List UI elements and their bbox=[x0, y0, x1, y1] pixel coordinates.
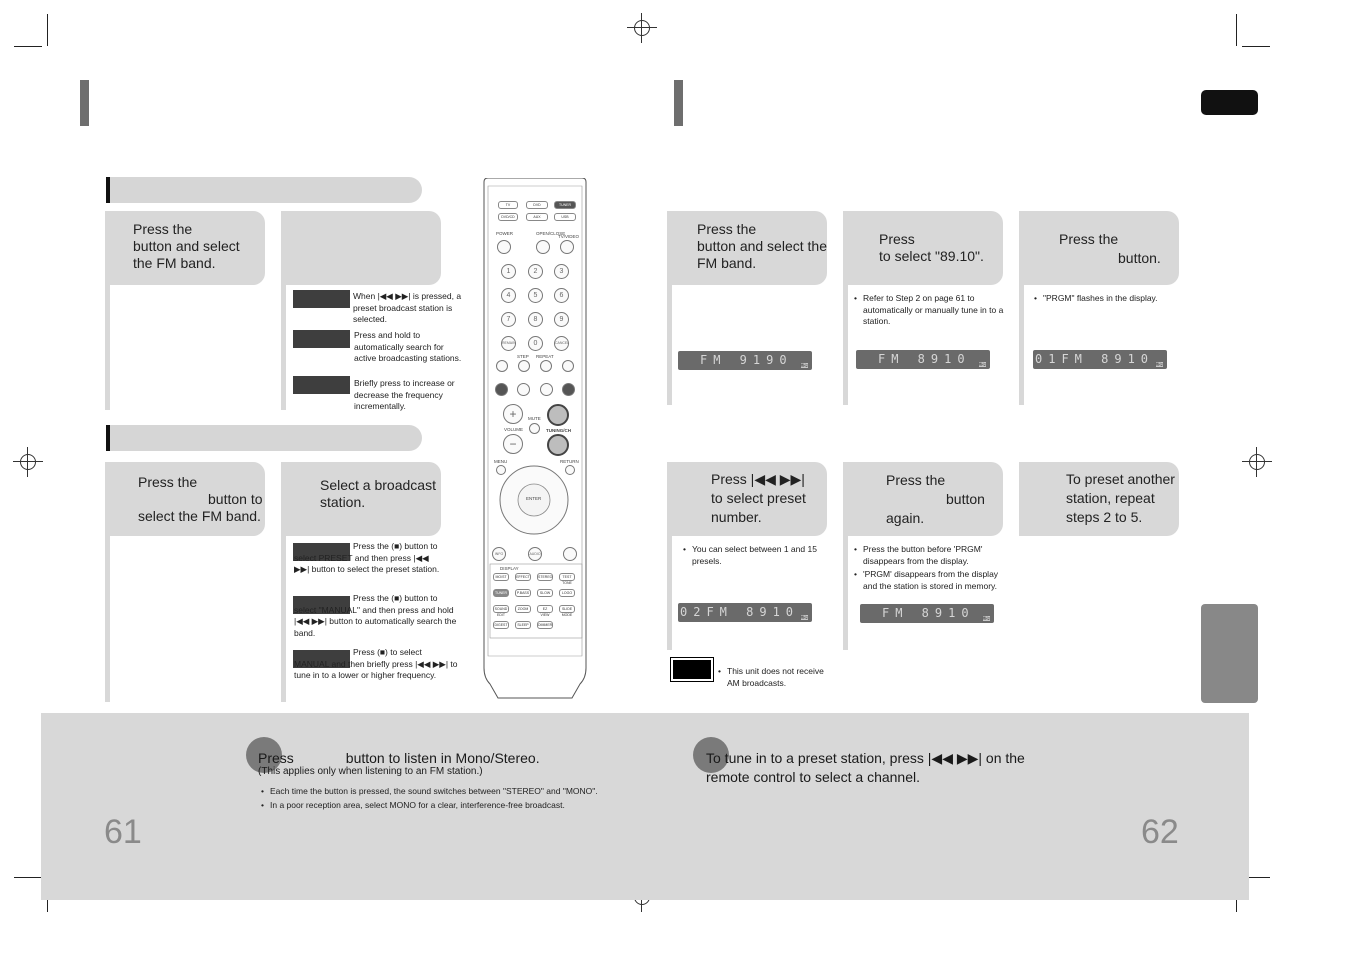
step-text: button and select bbox=[133, 238, 240, 254]
remote-label-power: POWER bbox=[496, 231, 514, 236]
lcd-display: FM 9190 MHz bbox=[678, 351, 812, 370]
remote-label-tv-video: TV/VIDEO bbox=[558, 234, 580, 239]
p-bass-button[interactable]: P.BASS bbox=[516, 591, 530, 595]
registration-mark-icon bbox=[1242, 447, 1272, 477]
lcd-display: 02FM 8910 MHz bbox=[678, 603, 812, 622]
volume-down-button[interactable]: − bbox=[503, 434, 523, 454]
note-badge bbox=[671, 658, 713, 681]
skip-back-button[interactable] bbox=[496, 360, 508, 372]
ez-view-button[interactable]: EZ VIEW bbox=[537, 605, 553, 613]
step-column bbox=[667, 285, 672, 405]
sleep-button[interactable]: SLEEP bbox=[515, 621, 531, 629]
lcd-text: FM 8910 bbox=[878, 352, 971, 366]
volume-up-button[interactable]: + bbox=[503, 404, 523, 424]
remote-button-aux[interactable]: AUX bbox=[526, 213, 548, 221]
digit-button[interactable]: 1 bbox=[501, 264, 516, 279]
step-text: Press the bbox=[133, 221, 193, 237]
remain-button[interactable]: REMAIN bbox=[501, 336, 516, 351]
info-button[interactable]: INFO bbox=[492, 547, 506, 561]
page-number: 62 bbox=[1141, 813, 1179, 851]
remote-label-repeat: REPEAT bbox=[536, 354, 554, 359]
remote-label-open-close: OPEN/CLOSE bbox=[536, 231, 566, 236]
remote-label-menu: MENU bbox=[494, 459, 508, 464]
digit-button[interactable]: 5 bbox=[528, 288, 543, 303]
remote-label-display: DISPLAY bbox=[500, 566, 519, 571]
lcd-display: FM 8910 MHz bbox=[856, 350, 990, 369]
right-title-bar bbox=[674, 80, 683, 126]
crop-mark bbox=[14, 877, 42, 878]
tip-heading: To tune in to a preset station, press |◀◀ ▶▶| on the bbox=[706, 750, 1025, 766]
dimmer-button[interactable]: DIMMER bbox=[538, 623, 553, 627]
test-tone-button[interactable]: TEST TONE bbox=[559, 573, 575, 581]
slide-mode-button[interactable]: SLIDE MODE bbox=[559, 605, 575, 613]
note-text: • 'PRGM' disappears from the display and the station is stored in memory. bbox=[854, 569, 1014, 592]
step-card bbox=[105, 211, 265, 285]
lcd-text: FM 9190 bbox=[700, 353, 793, 367]
step-card bbox=[667, 462, 827, 536]
stop-button[interactable] bbox=[517, 383, 530, 396]
left-title-bar bbox=[80, 80, 89, 126]
step-card bbox=[281, 462, 441, 536]
step-text: Select a broadcast bbox=[320, 477, 436, 493]
remote-label-step: STEP bbox=[517, 354, 529, 359]
remote-control bbox=[480, 178, 590, 700]
audio-button[interactable]: AUDIO bbox=[528, 547, 542, 561]
digit-button[interactable]: 8 bbox=[528, 312, 543, 327]
step-column bbox=[1019, 285, 1024, 405]
step-text: to select "89.10". bbox=[879, 248, 984, 264]
remote-label-tuning: TUNING/CH bbox=[546, 428, 571, 433]
cancel-button[interactable]: CANCEL bbox=[554, 336, 569, 351]
step-text: Press the bbox=[886, 472, 946, 488]
step-text: Press the bbox=[1059, 231, 1119, 247]
step-text: again. bbox=[886, 510, 925, 526]
play-pause-button[interactable] bbox=[540, 383, 553, 396]
note-text: • Refer to Step 2 on page 61 to automatically or manually tune in to a station. bbox=[854, 293, 1004, 328]
open-close-button[interactable] bbox=[536, 240, 550, 254]
remote-label-volume: VOLUME bbox=[504, 427, 524, 432]
registration-mark-icon bbox=[13, 447, 43, 477]
menu-button[interactable] bbox=[496, 465, 506, 475]
remote-label-return: RETURN bbox=[560, 459, 579, 464]
tuning-down-button[interactable] bbox=[547, 434, 569, 456]
slow-button[interactable]: SLOW bbox=[537, 589, 553, 597]
step-text: Press |◀◀ ▶▶| bbox=[711, 471, 805, 487]
skip-forward-button[interactable] bbox=[562, 360, 574, 372]
sound-edit-button[interactable]: SOUND EDIT bbox=[494, 607, 508, 617]
tip-band bbox=[41, 713, 1249, 900]
tv-video-button[interactable] bbox=[560, 240, 574, 254]
remote-button-usb[interactable]: USB bbox=[554, 213, 576, 221]
lcd-text: 02FM 8910 bbox=[680, 605, 800, 619]
tip-heading-part: Press bbox=[258, 750, 294, 766]
step-card bbox=[105, 462, 265, 536]
side-index-tab bbox=[1201, 604, 1258, 703]
step-button[interactable] bbox=[518, 360, 530, 372]
step-card bbox=[1019, 211, 1179, 285]
remote-label-mute: MUTE bbox=[528, 416, 541, 421]
tip-heading: remote control to select a channel. bbox=[706, 769, 921, 785]
tip-heading bbox=[258, 750, 540, 766]
mode-label-block bbox=[293, 376, 350, 394]
lcd-text: 01FM 8910 bbox=[1035, 352, 1155, 366]
note-text: Press the (■) button to select PRESET and then press |◀◀ ▶▶| button to select the preset station. bbox=[294, 541, 440, 574]
step-text: FM band. bbox=[697, 255, 757, 271]
lcd-display: 01FM 8910 MHz bbox=[1033, 350, 1167, 369]
step-text: station, repeat bbox=[1066, 490, 1155, 506]
crop-mark bbox=[1242, 46, 1270, 47]
return-button[interactable] bbox=[565, 465, 575, 475]
step-column bbox=[281, 285, 286, 410]
step-text: Press the bbox=[138, 474, 198, 490]
note-text: • You can select between 1 and 15 presels. bbox=[683, 544, 823, 567]
mode-label-block bbox=[293, 330, 350, 348]
step-text: button and select the bbox=[697, 238, 827, 254]
step-text: station. bbox=[320, 494, 366, 510]
step-text: select the FM band. bbox=[138, 508, 261, 524]
tip-heading-part: button to listen in Mono/Stereo. bbox=[345, 750, 540, 766]
digit-button[interactable]: 3 bbox=[554, 264, 569, 279]
remote-button-tv[interactable]: TV bbox=[498, 201, 518, 209]
note-text: Press and hold to automatically search for active broadcasting stations. bbox=[354, 330, 462, 363]
digit-button[interactable]: 7 bbox=[501, 312, 516, 327]
note-text: • "PRGM" flashes in the display. bbox=[1034, 293, 1184, 305]
digest-button[interactable]: DIGEST bbox=[494, 623, 508, 627]
step-text: button to bbox=[208, 491, 263, 507]
section-header-bar bbox=[106, 425, 422, 451]
zoom-button[interactable]: ZOOM bbox=[515, 605, 531, 613]
step-card bbox=[281, 211, 441, 285]
crop-mark bbox=[47, 14, 48, 46]
crop-mark bbox=[1236, 14, 1237, 46]
next-track-button[interactable] bbox=[562, 383, 575, 396]
step-card bbox=[1019, 462, 1179, 536]
tuner-memory-button[interactable]: TUNER MEMORY bbox=[494, 591, 510, 601]
step-text: to select preset bbox=[711, 490, 806, 506]
step-text: button. bbox=[1118, 250, 1161, 266]
step-column bbox=[281, 536, 286, 702]
am-note-text: • This unit does not receive AM broadcasts. bbox=[718, 666, 838, 689]
step-column bbox=[105, 536, 110, 702]
step-text: number. bbox=[711, 509, 762, 525]
step-text: Press the bbox=[697, 221, 757, 237]
step-text: steps 2 to 5. bbox=[1066, 509, 1143, 525]
digit-button[interactable]: 9 bbox=[554, 312, 569, 327]
section-header-bar bbox=[106, 177, 422, 203]
tip-bullet: • In a poor reception area, select MONO for a clear, interference-free broadcast. bbox=[261, 800, 641, 812]
digit-button[interactable]: 4 bbox=[501, 288, 516, 303]
repeat-button[interactable] bbox=[540, 360, 552, 372]
step-card bbox=[843, 462, 1003, 536]
note-text: • Press the button before 'PRGM' disappears from the display. bbox=[854, 544, 1014, 567]
remote-button-dvd[interactable]: DVD bbox=[526, 201, 548, 209]
tuning-up-button[interactable] bbox=[547, 404, 569, 426]
digit-button[interactable]: 6 bbox=[554, 288, 569, 303]
previous-track-button[interactable] bbox=[495, 383, 508, 396]
note-text: When |◀◀ ▶▶| is pressed, a preset broadcast station is selected. bbox=[353, 291, 462, 324]
power-button[interactable] bbox=[497, 240, 511, 254]
note-text: Press (■) to select MANUAL and then briefly press |◀◀ ▶▶| to tune in to a lower or higher frequency. bbox=[294, 647, 458, 680]
mo-st-button[interactable]: MO/ST bbox=[493, 573, 509, 581]
stereo-button[interactable]: STEREO bbox=[538, 575, 553, 579]
step-card bbox=[843, 211, 1003, 285]
remote-button-dvd-cd[interactable]: DVD/CD bbox=[498, 213, 518, 221]
tip-subheading: (This applies only when listening to an FM station.) bbox=[258, 766, 483, 777]
step-card bbox=[667, 211, 827, 285]
mode-label-block bbox=[293, 290, 350, 308]
remote-button-tuner[interactable]: TUNER bbox=[554, 201, 576, 209]
lcd-display: FM 8910 MHz bbox=[860, 604, 994, 623]
step-text: To preset another bbox=[1066, 471, 1175, 487]
page-number: 61 bbox=[104, 813, 142, 851]
step-column bbox=[667, 536, 672, 650]
mute-button[interactable] bbox=[529, 423, 540, 434]
digit-button[interactable]: 2 bbox=[528, 264, 543, 279]
tip-bullet: • Each time the button is pressed, the sound switches between "STEREO" and "MONO". bbox=[261, 786, 641, 798]
crop-mark bbox=[14, 46, 42, 47]
effect-button[interactable]: EFFECT bbox=[516, 575, 530, 579]
registration-mark-icon bbox=[627, 13, 657, 43]
note-text: Briefly press to increase or decrease the frequency incrementally. bbox=[354, 378, 455, 411]
remote-label-enter: ENTER bbox=[526, 496, 542, 501]
display-button[interactable] bbox=[563, 547, 577, 561]
step-text: the FM band. bbox=[133, 255, 216, 271]
digit-button[interactable]: 0 bbox=[528, 336, 543, 351]
step-column bbox=[843, 285, 848, 405]
step-column bbox=[105, 285, 110, 410]
step-text: button bbox=[946, 491, 985, 507]
chapter-tab bbox=[1201, 90, 1258, 115]
step-text: Press bbox=[879, 231, 915, 247]
lcd-text: FM 8910 bbox=[882, 606, 975, 620]
note-text: Press the (■) button to select "MANUAL" and then press and hold |◀◀ ▶▶| button to automatically search the band. bbox=[294, 593, 457, 638]
logo-button[interactable]: LOGO bbox=[559, 589, 575, 597]
step-column bbox=[843, 536, 848, 650]
